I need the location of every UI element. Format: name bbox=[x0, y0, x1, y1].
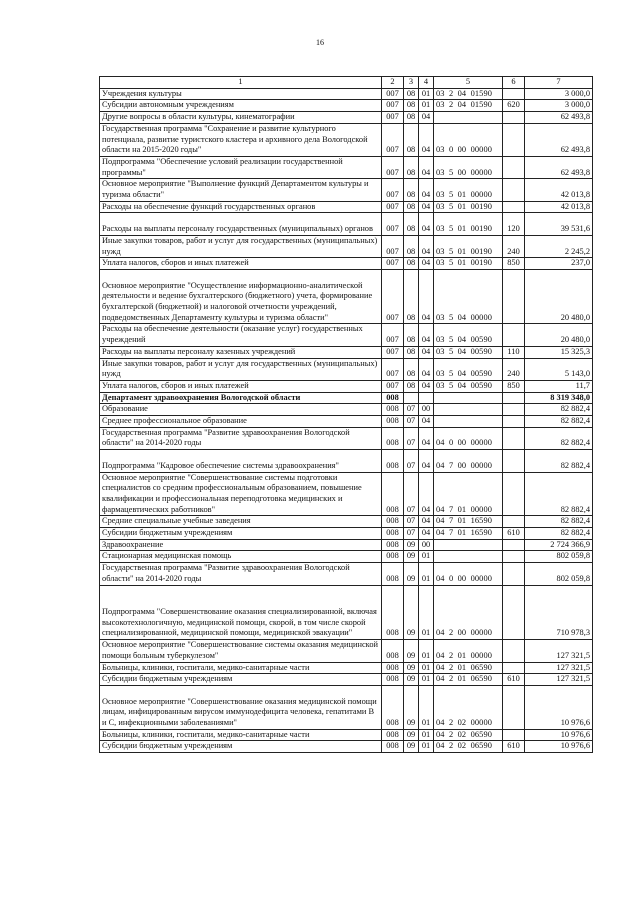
row-section: 09 bbox=[404, 729, 419, 741]
row-code: 007 bbox=[382, 88, 404, 100]
row-name: Больницы, клиники, госпитали, медико-санитарные части bbox=[100, 729, 382, 741]
row-section: 09 bbox=[404, 551, 419, 563]
column-header: 6 bbox=[503, 77, 525, 89]
row-target-article bbox=[434, 416, 503, 428]
row-code: 007 bbox=[382, 235, 404, 257]
row-target-article: 03 0 00 00000 bbox=[434, 123, 503, 156]
row-subsection: 01 bbox=[419, 100, 434, 112]
row-name: Расходы на обеспечение функций государственных органов bbox=[100, 201, 382, 213]
row-expense-type bbox=[503, 585, 525, 640]
row-code: 008 bbox=[382, 729, 404, 741]
row-subsection: 04 bbox=[419, 112, 434, 124]
row-expense-type bbox=[503, 179, 525, 201]
row-name: Субсидии бюджетным учреждениям bbox=[100, 674, 382, 686]
table-row bbox=[100, 358, 593, 380]
row-target-article bbox=[434, 112, 503, 124]
row-code: 007 bbox=[382, 156, 404, 178]
row-target-article: 03 5 01 00190 bbox=[434, 213, 503, 235]
row-target-article: 04 2 01 06590 bbox=[434, 674, 503, 686]
row-code: 007 bbox=[382, 358, 404, 380]
row-target-article: 03 5 01 00190 bbox=[434, 235, 503, 257]
row-target-article: 03 5 04 00590 bbox=[434, 380, 503, 392]
row-target-article: 03 5 04 00590 bbox=[434, 346, 503, 358]
row-expense-type: 620 bbox=[503, 100, 525, 112]
row-expense-type bbox=[503, 404, 525, 416]
row-amount: 42 013,8 bbox=[525, 201, 593, 213]
row-section: 07 bbox=[404, 472, 419, 516]
row-amount: 2 724 366,9 bbox=[525, 539, 593, 551]
row-amount: 82 882,4 bbox=[525, 528, 593, 540]
row-expense-type: 850 bbox=[503, 380, 525, 392]
column-header: 4 bbox=[419, 77, 434, 89]
table-row bbox=[100, 269, 593, 324]
row-name: Подпрограмма "Совершенствование оказания специализированной, включая высокотехнологичную, медицинской помощи, скорой, в том числе скорой специализированной, медицинской помощи, медицинской эвакуации" bbox=[100, 585, 382, 640]
column-header: 2 bbox=[382, 77, 404, 89]
row-amount: 20 480,0 bbox=[525, 324, 593, 346]
row-expense-type bbox=[503, 201, 525, 213]
row-code: 008 bbox=[382, 551, 404, 563]
row-target-article: 04 0 00 00000 bbox=[434, 427, 503, 449]
row-code: 007 bbox=[382, 380, 404, 392]
row-section: 08 bbox=[404, 358, 419, 380]
row-expense-type: 610 bbox=[503, 528, 525, 540]
row-amount: 11,7 bbox=[525, 380, 593, 392]
row-subsection: 04 bbox=[419, 346, 434, 358]
row-code: 008 bbox=[382, 450, 404, 472]
row-section: 08 bbox=[404, 269, 419, 324]
row-code: 008 bbox=[382, 528, 404, 540]
row-amount: 82 882,4 bbox=[525, 416, 593, 428]
row-expense-type bbox=[503, 539, 525, 551]
table-row bbox=[100, 404, 593, 416]
row-subsection: 04 bbox=[419, 358, 434, 380]
header-row bbox=[100, 77, 593, 89]
row-section: 08 bbox=[404, 123, 419, 156]
row-expense-type bbox=[503, 662, 525, 674]
row-name: Основное мероприятие "Осуществление информационно-аналитической деятельности и ведение бухгалтерского (бюджетного) учета, формирование бухгалтерской (бюджетной) и налоговой отчетности учреждений, подведомственных Департаменту культуры и туризма области" bbox=[100, 269, 382, 324]
row-amount: 802 059,8 bbox=[525, 551, 593, 563]
row-section: 07 bbox=[404, 528, 419, 540]
row-name: Иные закупки товаров, работ и услуг для государственных (муниципальных) нужд bbox=[100, 235, 382, 257]
row-name: Уплата налогов, сборов и иных платежей bbox=[100, 380, 382, 392]
row-code: 008 bbox=[382, 662, 404, 674]
column-header: 7 bbox=[525, 77, 593, 89]
row-target-article: 03 2 04 01590 bbox=[434, 100, 503, 112]
row-amount: 39 531,6 bbox=[525, 213, 593, 235]
row-name: Основное мероприятие "Совершенствование системы подготовки специалистов со средним профессиональным образованием, повышение квалификации и профессиональная переподготовка медицинских и фармацевтических работников" bbox=[100, 472, 382, 516]
row-name: Здравоохранение bbox=[100, 539, 382, 551]
row-expense-type: 610 bbox=[503, 674, 525, 686]
row-name: Расходы на выплаты персоналу государственных (муниципальных) органов bbox=[100, 213, 382, 235]
row-subsection: 04 bbox=[419, 528, 434, 540]
row-target-article: 04 2 02 06590 bbox=[434, 741, 503, 753]
row-section: 09 bbox=[404, 585, 419, 640]
table-row bbox=[100, 551, 593, 563]
row-section: 09 bbox=[404, 662, 419, 674]
row-section: 07 bbox=[404, 427, 419, 449]
row-subsection: 04 bbox=[419, 324, 434, 346]
row-target-article: 04 0 00 00000 bbox=[434, 563, 503, 585]
table-row bbox=[100, 472, 593, 516]
row-amount: 82 882,4 bbox=[525, 516, 593, 528]
row-code: 008 bbox=[382, 563, 404, 585]
table-body bbox=[100, 88, 593, 752]
budget-table bbox=[99, 76, 593, 753]
row-expense-type bbox=[503, 269, 525, 324]
row-subsection: 04 bbox=[419, 516, 434, 528]
row-subsection: 04 bbox=[419, 416, 434, 428]
row-code: 008 bbox=[382, 516, 404, 528]
page-number: 16 bbox=[316, 38, 324, 47]
row-target-article: 03 5 01 00000 bbox=[434, 179, 503, 201]
row-section: 08 bbox=[404, 100, 419, 112]
row-section: 08 bbox=[404, 324, 419, 346]
row-expense-type bbox=[503, 324, 525, 346]
row-subsection: 01 bbox=[419, 662, 434, 674]
row-section: 09 bbox=[404, 685, 419, 729]
row-section: 08 bbox=[404, 346, 419, 358]
row-code: 008 bbox=[382, 392, 404, 404]
row-name: Расходы на выплаты персоналу казенных учреждений bbox=[100, 346, 382, 358]
row-expense-type bbox=[503, 729, 525, 741]
row-subsection: 04 bbox=[419, 123, 434, 156]
row-target-article: 03 5 04 00000 bbox=[434, 269, 503, 324]
row-name: Субсидии бюджетным учреждениям bbox=[100, 741, 382, 753]
row-amount: 62 493,8 bbox=[525, 112, 593, 124]
row-name: Основное мероприятие "Совершенствование системы оказания медицинской помощи больным туберкулезом" bbox=[100, 640, 382, 662]
row-amount: 2 245,2 bbox=[525, 235, 593, 257]
row-code: 008 bbox=[382, 640, 404, 662]
row-amount: 15 325,3 bbox=[525, 346, 593, 358]
row-expense-type bbox=[503, 472, 525, 516]
row-subsection: 04 bbox=[419, 156, 434, 178]
table-row bbox=[100, 324, 593, 346]
row-name: Расходы на обеспечение деятельности (оказание услуг) государственных учреждений bbox=[100, 324, 382, 346]
row-subsection: 04 bbox=[419, 213, 434, 235]
row-section: 09 bbox=[404, 741, 419, 753]
table-row bbox=[100, 258, 593, 270]
column-header: 3 bbox=[404, 77, 419, 89]
row-subsection: 01 bbox=[419, 741, 434, 753]
row-section: 07 bbox=[404, 404, 419, 416]
row-name: Департамент здравоохранения Вологодской области bbox=[100, 392, 382, 404]
row-name: Другие вопросы в области культуры, кинематографии bbox=[100, 112, 382, 124]
row-expense-type bbox=[503, 563, 525, 585]
row-amount: 237,0 bbox=[525, 258, 593, 270]
row-expense-type bbox=[503, 392, 525, 404]
row-name: Подпрограмма "Обеспечение условий реализации государственной программы" bbox=[100, 156, 382, 178]
row-expense-type: 120 bbox=[503, 213, 525, 235]
table-row bbox=[100, 539, 593, 551]
table-row bbox=[100, 156, 593, 178]
row-target-article: 03 5 00 00000 bbox=[434, 156, 503, 178]
table-row bbox=[100, 741, 593, 753]
row-amount: 5 143,0 bbox=[525, 358, 593, 380]
table-row bbox=[100, 729, 593, 741]
row-code: 008 bbox=[382, 404, 404, 416]
row-expense-type bbox=[503, 516, 525, 528]
row-code: 007 bbox=[382, 213, 404, 235]
row-name: Больницы, клиники, госпитали, медико-санитарные части bbox=[100, 662, 382, 674]
row-code: 007 bbox=[382, 324, 404, 346]
row-section: 08 bbox=[404, 156, 419, 178]
row-section: 08 bbox=[404, 179, 419, 201]
row-code: 007 bbox=[382, 100, 404, 112]
row-expense-type: 110 bbox=[503, 346, 525, 358]
row-target-article: 04 2 01 00000 bbox=[434, 640, 503, 662]
row-expense-type: 240 bbox=[503, 358, 525, 380]
row-expense-type bbox=[503, 123, 525, 156]
row-code: 007 bbox=[382, 112, 404, 124]
row-code: 007 bbox=[382, 201, 404, 213]
row-amount: 3 000,0 bbox=[525, 88, 593, 100]
row-amount: 10 976,6 bbox=[525, 729, 593, 741]
row-target-article: 03 5 04 00590 bbox=[434, 324, 503, 346]
row-amount: 82 882,4 bbox=[525, 472, 593, 516]
table-row bbox=[100, 516, 593, 528]
row-name: Учреждения культуры bbox=[100, 88, 382, 100]
table-row bbox=[100, 201, 593, 213]
table-row bbox=[100, 346, 593, 358]
row-name: Подпрограмма "Кадровое обеспечение системы здравоохранения" bbox=[100, 450, 382, 472]
table-row bbox=[100, 380, 593, 392]
row-target-article: 04 2 02 00000 bbox=[434, 685, 503, 729]
row-amount: 82 882,4 bbox=[525, 404, 593, 416]
row-amount: 42 013,8 bbox=[525, 179, 593, 201]
row-subsection: 01 bbox=[419, 729, 434, 741]
row-subsection: 04 bbox=[419, 380, 434, 392]
row-subsection: 01 bbox=[419, 585, 434, 640]
table-row bbox=[100, 123, 593, 156]
row-target-article bbox=[434, 551, 503, 563]
row-subsection: 00 bbox=[419, 539, 434, 551]
row-subsection: 04 bbox=[419, 472, 434, 516]
row-subsection: 01 bbox=[419, 563, 434, 585]
table-row bbox=[100, 112, 593, 124]
row-section: 08 bbox=[404, 213, 419, 235]
table-row bbox=[100, 674, 593, 686]
row-subsection: 04 bbox=[419, 201, 434, 213]
row-code: 008 bbox=[382, 685, 404, 729]
table-row bbox=[100, 427, 593, 449]
row-subsection: 01 bbox=[419, 88, 434, 100]
row-subsection: 00 bbox=[419, 404, 434, 416]
row-code: 008 bbox=[382, 585, 404, 640]
row-target-article bbox=[434, 404, 503, 416]
table-row bbox=[100, 662, 593, 674]
row-target-article: 04 2 00 00000 bbox=[434, 585, 503, 640]
row-expense-type: 240 bbox=[503, 235, 525, 257]
table-row bbox=[100, 685, 593, 729]
row-target-article: 03 5 04 00590 bbox=[434, 358, 503, 380]
row-amount: 82 882,4 bbox=[525, 450, 593, 472]
row-name: Субсидии автономным учреждениям bbox=[100, 100, 382, 112]
row-subsection: 01 bbox=[419, 640, 434, 662]
row-expense-type bbox=[503, 88, 525, 100]
row-subsection: 04 bbox=[419, 235, 434, 257]
row-name: Уплата налогов, сборов и иных платежей bbox=[100, 258, 382, 270]
row-code: 007 bbox=[382, 258, 404, 270]
row-expense-type: 850 bbox=[503, 258, 525, 270]
row-target-article: 04 2 02 06590 bbox=[434, 729, 503, 741]
table-row bbox=[100, 585, 593, 640]
row-name: Средние специальные учебные заведения bbox=[100, 516, 382, 528]
row-expense-type bbox=[503, 551, 525, 563]
row-target-article: 03 5 01 00190 bbox=[434, 201, 503, 213]
row-amount: 710 978,3 bbox=[525, 585, 593, 640]
row-subsection: 04 bbox=[419, 450, 434, 472]
row-name: Основное мероприятие "Выполнение функций Департаментом культуры и туризма области" bbox=[100, 179, 382, 201]
row-subsection: 04 bbox=[419, 427, 434, 449]
row-name: Государственная программа "Развитие здравоохранения Вологодской области" на 2014-2020 годы bbox=[100, 427, 382, 449]
row-target-article: 04 7 01 00000 bbox=[434, 472, 503, 516]
row-name: Государственная программа "Сохранение и развитие культурного потенциала, развитие туристского кластера и архивного дела Вологодской области на 2015-2020 годы" bbox=[100, 123, 382, 156]
row-code: 007 bbox=[382, 123, 404, 156]
row-name: Среднее профессиональное образование bbox=[100, 416, 382, 428]
row-target-article: 03 2 04 01590 bbox=[434, 88, 503, 100]
row-target-article: 04 2 01 06590 bbox=[434, 662, 503, 674]
row-expense-type bbox=[503, 416, 525, 428]
row-amount: 802 059,8 bbox=[525, 563, 593, 585]
row-section bbox=[404, 392, 419, 404]
row-code: 007 bbox=[382, 269, 404, 324]
table-row bbox=[100, 179, 593, 201]
column-header: 5 bbox=[434, 77, 503, 89]
row-name: Образование bbox=[100, 404, 382, 416]
row-section: 09 bbox=[404, 563, 419, 585]
row-expense-type bbox=[503, 112, 525, 124]
row-section: 08 bbox=[404, 235, 419, 257]
table-row bbox=[100, 450, 593, 472]
row-section: 09 bbox=[404, 640, 419, 662]
row-name: Стационарная медицинская помощь bbox=[100, 551, 382, 563]
row-expense-type: 610 bbox=[503, 741, 525, 753]
table-row bbox=[100, 563, 593, 585]
row-name: Иные закупки товаров, работ и услуг для государственных (муниципальных) нужд bbox=[100, 358, 382, 380]
row-subsection: 01 bbox=[419, 685, 434, 729]
table-row bbox=[100, 235, 593, 257]
row-code: 008 bbox=[382, 416, 404, 428]
row-expense-type bbox=[503, 156, 525, 178]
row-expense-type bbox=[503, 427, 525, 449]
row-name: Субсидии бюджетным учреждениям bbox=[100, 528, 382, 540]
row-section: 09 bbox=[404, 674, 419, 686]
row-amount: 10 976,6 bbox=[525, 685, 593, 729]
row-subsection: 01 bbox=[419, 551, 434, 563]
column-header: 1 bbox=[100, 77, 382, 89]
row-section: 09 bbox=[404, 539, 419, 551]
row-amount: 8 319 348,0 bbox=[525, 392, 593, 404]
table-row bbox=[100, 528, 593, 540]
row-target-article: 04 7 01 16590 bbox=[434, 528, 503, 540]
row-section: 07 bbox=[404, 450, 419, 472]
row-amount: 62 493,8 bbox=[525, 123, 593, 156]
row-amount: 10 976,6 bbox=[525, 741, 593, 753]
row-subsection bbox=[419, 392, 434, 404]
row-section: 08 bbox=[404, 380, 419, 392]
row-section: 08 bbox=[404, 112, 419, 124]
table-row bbox=[100, 416, 593, 428]
row-name: Государственная программа "Развитие здравоохранения Вологодской области" на 2014-2020 годы bbox=[100, 563, 382, 585]
row-section: 08 bbox=[404, 88, 419, 100]
row-amount: 127 321,5 bbox=[525, 674, 593, 686]
row-subsection: 01 bbox=[419, 674, 434, 686]
row-code: 008 bbox=[382, 674, 404, 686]
table-row bbox=[100, 640, 593, 662]
row-target-article: 04 7 01 16590 bbox=[434, 516, 503, 528]
table-row bbox=[100, 392, 593, 404]
table-row bbox=[100, 213, 593, 235]
row-code: 008 bbox=[382, 539, 404, 551]
row-expense-type bbox=[503, 640, 525, 662]
row-target-article: 03 5 01 00190 bbox=[434, 258, 503, 270]
row-section: 08 bbox=[404, 201, 419, 213]
row-amount: 62 493,8 bbox=[525, 156, 593, 178]
row-subsection: 04 bbox=[419, 179, 434, 201]
row-name: Основное мероприятие "Совершенствование оказания медицинской помощи лицам, инфицированным вирусом иммунодефицита человека, гепатитами В и С, инфекционными заболеваниями" bbox=[100, 685, 382, 729]
row-amount: 82 882,4 bbox=[525, 427, 593, 449]
row-target-article bbox=[434, 539, 503, 551]
table-row bbox=[100, 100, 593, 112]
row-section: 08 bbox=[404, 258, 419, 270]
row-code: 007 bbox=[382, 346, 404, 358]
row-amount: 127 321,5 bbox=[525, 662, 593, 674]
row-subsection: 04 bbox=[419, 269, 434, 324]
row-section: 07 bbox=[404, 416, 419, 428]
table-row bbox=[100, 88, 593, 100]
row-expense-type bbox=[503, 450, 525, 472]
row-subsection: 04 bbox=[419, 258, 434, 270]
row-amount: 3 000,0 bbox=[525, 100, 593, 112]
row-code: 008 bbox=[382, 741, 404, 753]
row-code: 008 bbox=[382, 472, 404, 516]
row-section: 07 bbox=[404, 516, 419, 528]
row-code: 008 bbox=[382, 427, 404, 449]
row-target-article bbox=[434, 392, 503, 404]
row-amount: 127 321,5 bbox=[525, 640, 593, 662]
row-code: 007 bbox=[382, 179, 404, 201]
row-expense-type bbox=[503, 685, 525, 729]
row-amount: 20 480,0 bbox=[525, 269, 593, 324]
row-target-article: 04 7 00 00000 bbox=[434, 450, 503, 472]
